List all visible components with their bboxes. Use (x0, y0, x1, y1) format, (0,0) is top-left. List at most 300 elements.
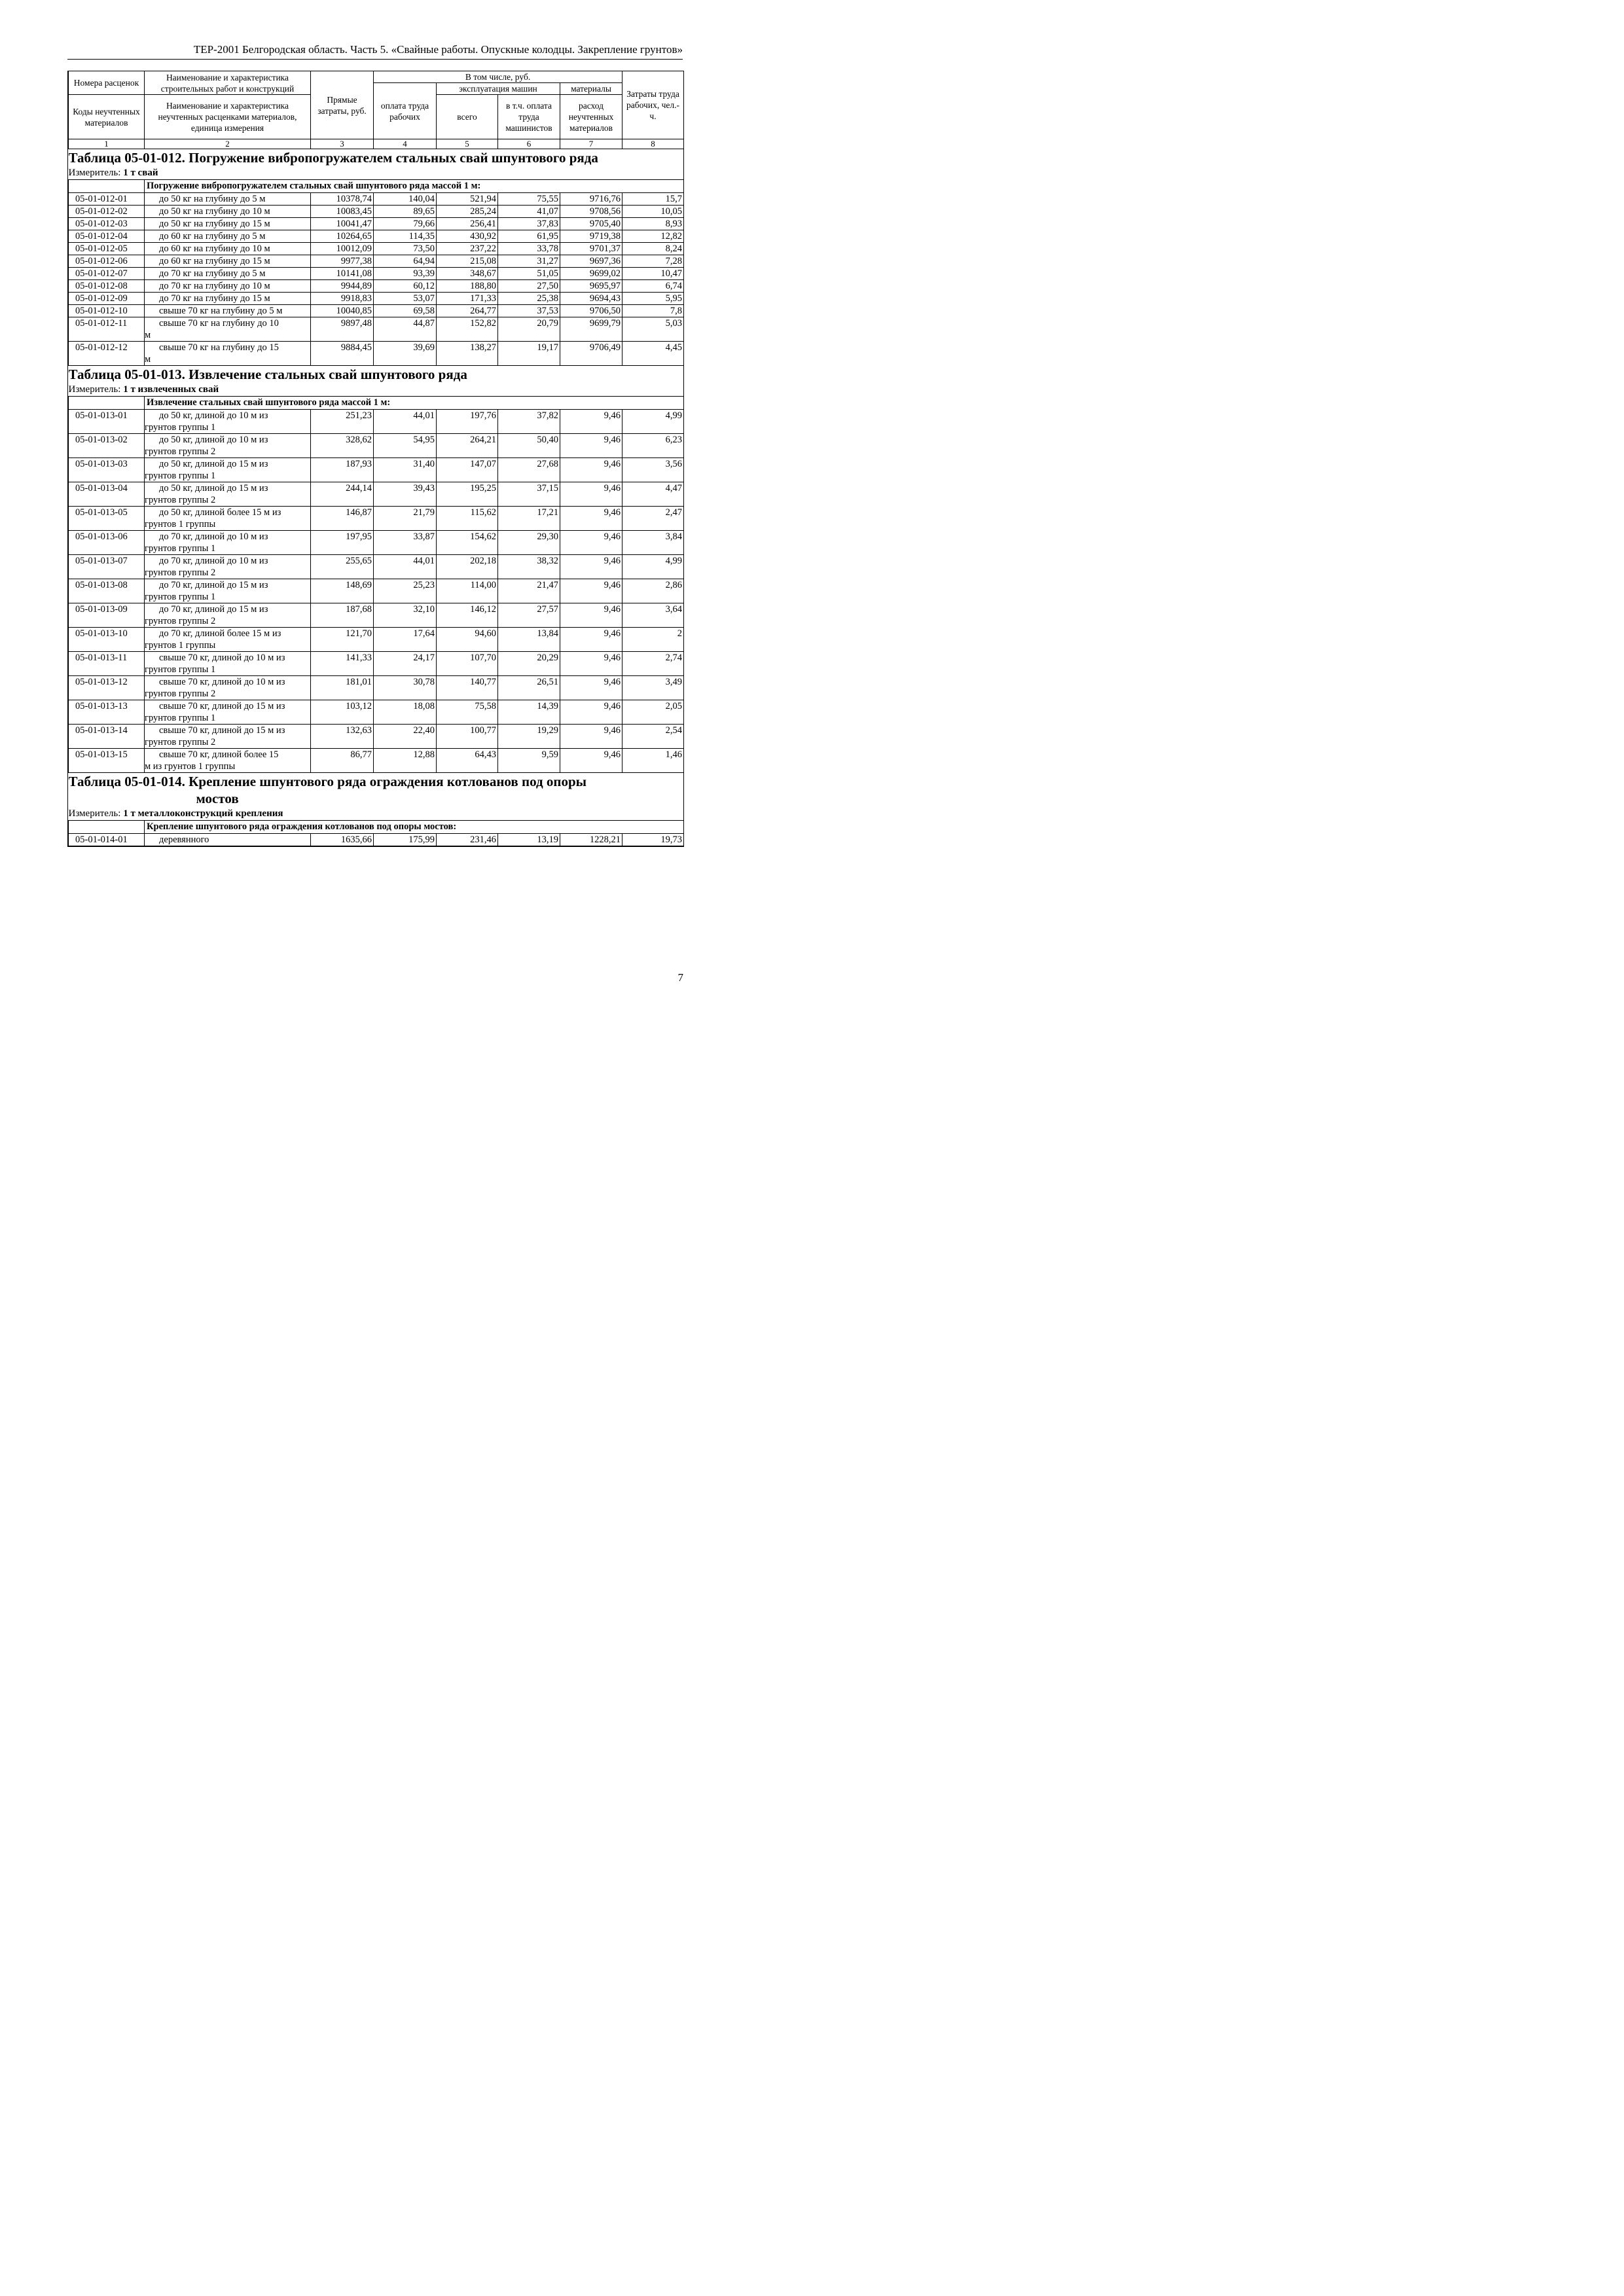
value-mach: 107,70 (437, 652, 498, 676)
work-name (145, 531, 311, 555)
value-mat: 9,46 (560, 700, 623, 725)
col-worker-pay-header: оплата труда рабочих (374, 83, 437, 139)
table-row (69, 193, 684, 206)
table-row (69, 676, 684, 700)
table-row (69, 458, 684, 482)
table-row (69, 243, 684, 255)
rate-code: 05-01-013-04 (69, 482, 145, 507)
value-mach-labor: 31,27 (498, 255, 560, 268)
table-row (69, 749, 684, 773)
value-mat: 9,46 (560, 555, 623, 579)
value-mach: 264,21 (437, 434, 498, 458)
column-numbers-row (69, 139, 684, 149)
rate-code: 05-01-014-01 (69, 834, 145, 846)
work-name-line: до 60 кг на глубину до 15 м (159, 256, 270, 266)
value-hours: 4,99 (623, 555, 684, 579)
section-meter-row (69, 166, 684, 180)
value-mat: 9,46 (560, 749, 623, 773)
value-direct: 9897,48 (311, 317, 374, 342)
value-mat: 9,46 (560, 410, 623, 434)
value-mach: 264,77 (437, 305, 498, 317)
work-name-line: свыше 70 кг, длиной до 15 м из (159, 701, 285, 711)
value-mach-labor: 75,55 (498, 193, 560, 206)
value-mach: 202,18 (437, 555, 498, 579)
value-labor: 93,39 (374, 268, 437, 280)
value-direct: 187,93 (311, 458, 374, 482)
rate-code: 05-01-012-10 (69, 305, 145, 317)
value-mach-labor: 17,21 (498, 507, 560, 531)
value-mach: 231,46 (437, 834, 498, 846)
work-name-line: до 60 кг на глубину до 10 м (159, 243, 270, 254)
col-direct-costs-header: Прямые затраты, руб. (311, 71, 374, 139)
value-direct: 181,01 (311, 676, 374, 700)
meter-label: Измеритель: (68, 384, 124, 395)
rate-code: 05-01-013-15 (69, 749, 145, 773)
col-number: 6 (498, 139, 560, 149)
section-subheading: Крепление шпунтового ряда ограждения котлованов под опоры мостов: (145, 821, 684, 834)
rate-code: 05-01-012-02 (69, 206, 145, 218)
col-operator-pay-header: в т.ч. оплата труда машинистов (498, 95, 560, 139)
work-name (145, 230, 311, 243)
table-row (69, 725, 684, 749)
meter-value: 1 т металлоконструкций крепления (123, 808, 283, 819)
work-name-line-2: грунтов группы 2 (145, 737, 216, 747)
work-name-line-2: грунтов группы 2 (145, 567, 216, 578)
section-title-text: Таблица 05-01-014. Крепление шпунтового ряда ограждения котлованов под опоры (68, 774, 587, 789)
value-mat: 9,46 (560, 652, 623, 676)
value-mach-labor: 50,40 (498, 434, 560, 458)
page-number: 7 (677, 971, 683, 984)
col-number: 5 (437, 139, 498, 149)
rate-code: 05-01-012-04 (69, 230, 145, 243)
value-mach-labor: 61,95 (498, 230, 560, 243)
value-hours: 2 (623, 628, 684, 652)
work-name-line: до 50 кг на глубину до 5 м (159, 194, 266, 204)
value-direct: 244,14 (311, 482, 374, 507)
col-number: 3 (311, 139, 374, 149)
work-name-line: до 50 кг на глубину до 10 м (159, 206, 270, 217)
value-hours: 2,47 (623, 507, 684, 531)
value-direct: 10041,47 (311, 218, 374, 230)
work-name (145, 458, 311, 482)
rate-code: 05-01-013-10 (69, 628, 145, 652)
table-row (69, 218, 684, 230)
work-name (145, 317, 311, 342)
table-row (69, 628, 684, 652)
value-labor: 12,88 (374, 749, 437, 773)
value-hours: 5,03 (623, 317, 684, 342)
work-name (145, 507, 311, 531)
section-title (69, 366, 684, 384)
col-material-codes-header: Коды неучтенных материалов (69, 95, 145, 139)
value-hours: 3,49 (623, 676, 684, 700)
value-mach-labor: 26,51 (498, 676, 560, 700)
value-mat: 9697,36 (560, 255, 623, 268)
value-hours: 2,05 (623, 700, 684, 725)
work-name-line-2: грунтов группы 2 (145, 689, 216, 699)
value-mat: 9699,02 (560, 268, 623, 280)
work-name-line-2: грунтов группы 1 (145, 422, 216, 433)
work-name-line-2: грунтов группы 2 (145, 616, 216, 626)
section-subheading: Извлечение стальных свай шпунтового ряда массой 1 м: (145, 397, 684, 410)
work-name-line: до 60 кг на глубину до 5 м (159, 231, 266, 242)
value-mach: 195,25 (437, 482, 498, 507)
col-number: 2 (145, 139, 311, 149)
table-row (69, 206, 684, 218)
value-hours: 7,28 (623, 255, 684, 268)
work-name (145, 434, 311, 458)
rate-code: 05-01-013-13 (69, 700, 145, 725)
value-direct: 148,69 (311, 579, 374, 603)
work-name-line-2: грунтов 1 группы (145, 640, 216, 651)
rate-code: 05-01-013-11 (69, 652, 145, 676)
col-rate-number-header: Номера расценок (69, 71, 145, 95)
value-direct: 9918,83 (311, 293, 374, 305)
value-mach-labor: 51,05 (498, 268, 560, 280)
table-row (69, 434, 684, 458)
work-name (145, 193, 311, 206)
value-direct: 146,87 (311, 507, 374, 531)
work-name (145, 749, 311, 773)
value-mach: 215,08 (437, 255, 498, 268)
work-name (145, 482, 311, 507)
value-mat: 9,46 (560, 531, 623, 555)
value-mach: 348,67 (437, 268, 498, 280)
work-name-line: до 70 кг, длиной до 10 м из (159, 531, 268, 542)
value-direct: 328,62 (311, 434, 374, 458)
rates-table-wrapper (67, 71, 684, 847)
value-mat: 9699,79 (560, 317, 623, 342)
value-hours: 19,73 (623, 834, 684, 846)
value-mach-labor: 9,59 (498, 749, 560, 773)
work-name-line-2: грунтов группы 2 (145, 446, 216, 457)
value-hours: 10,05 (623, 206, 684, 218)
value-mach-labor: 41,07 (498, 206, 560, 218)
value-labor: 39,69 (374, 342, 437, 366)
col-including-header: В том числе, руб. (374, 71, 623, 83)
value-mach: 138,27 (437, 342, 498, 366)
value-direct: 255,65 (311, 555, 374, 579)
value-labor: 73,50 (374, 243, 437, 255)
value-mach-labor: 25,38 (498, 293, 560, 305)
work-name-line: до 70 кг на глубину до 10 м (159, 281, 270, 291)
rate-code: 05-01-013-08 (69, 579, 145, 603)
value-labor: 44,01 (374, 555, 437, 579)
value-hours: 7,8 (623, 305, 684, 317)
work-name (145, 725, 311, 749)
value-labor: 17,64 (374, 628, 437, 652)
value-direct: 121,70 (311, 628, 374, 652)
work-name (145, 255, 311, 268)
value-mach-labor: 27,57 (498, 603, 560, 628)
table-row (69, 603, 684, 628)
meter-label: Измеритель: (68, 168, 124, 178)
col-work-name-header: Наименование и характеристика строительных работ и конструкций (145, 71, 311, 95)
value-direct: 251,23 (311, 410, 374, 434)
value-mat: 9,46 (560, 482, 623, 507)
work-name-line-2: м (145, 354, 151, 365)
work-name-line: до 50 кг, длиной до 10 м из (159, 435, 268, 445)
table-row (69, 482, 684, 507)
work-name-line-2: грунтов группы 1 (145, 664, 216, 675)
work-name-line: свыше 70 кг на глубину до 15 (159, 342, 279, 353)
rate-code: 05-01-012-09 (69, 293, 145, 305)
rate-code: 05-01-013-06 (69, 531, 145, 555)
rate-code: 05-01-012-11 (69, 317, 145, 342)
work-name (145, 268, 311, 280)
work-name (145, 834, 311, 846)
work-name-line: до 70 кг, длиной более 15 м из (159, 628, 281, 639)
value-direct: 86,77 (311, 749, 374, 773)
value-labor: 25,23 (374, 579, 437, 603)
value-mat: 9,46 (560, 579, 623, 603)
rate-code: 05-01-012-08 (69, 280, 145, 293)
rate-code: 05-01-012-07 (69, 268, 145, 280)
value-mach-labor: 21,47 (498, 579, 560, 603)
work-name (145, 243, 311, 255)
work-name-line: до 70 кг на глубину до 5 м (159, 268, 266, 279)
value-labor: 175,99 (374, 834, 437, 846)
work-name-line-2: м (145, 330, 151, 340)
value-mach: 114,00 (437, 579, 498, 603)
table-row (69, 305, 684, 317)
value-labor: 31,40 (374, 458, 437, 482)
work-name-line: свыше 70 кг, длиной до 15 м из (159, 725, 285, 736)
value-mach: 94,60 (437, 628, 498, 652)
value-labor: 64,94 (374, 255, 437, 268)
section-meter (69, 807, 684, 821)
value-hours: 3,84 (623, 531, 684, 555)
value-mat: 9706,49 (560, 342, 623, 366)
meter-value: 1 т извлеченных свай (123, 384, 219, 395)
work-name-line: до 70 кг, длиной до 15 м из (159, 580, 268, 590)
value-hours: 12,82 (623, 230, 684, 243)
work-name-line-2: грунтов группы 1 (145, 592, 216, 602)
col-number: 7 (560, 139, 623, 149)
work-name-line: свыше 70 кг, длиной до 10 м из (159, 653, 285, 663)
table-row (69, 280, 684, 293)
value-mach-labor: 37,82 (498, 410, 560, 434)
value-direct: 10141,08 (311, 268, 374, 280)
col-materials-use-header: расход неучтенных материалов (560, 95, 623, 139)
work-name-line: до 70 кг, длиной до 15 м из (159, 604, 268, 615)
work-name (145, 206, 311, 218)
section-title-continuation: мостов (196, 791, 239, 806)
work-name-line-2: грунтов 1 группы (145, 519, 216, 529)
table-row (69, 579, 684, 603)
work-name (145, 700, 311, 725)
meter-value: 1 т свай (123, 168, 158, 178)
work-name-line-2: грунтов группы 1 (145, 543, 216, 554)
section-meter (69, 383, 684, 397)
work-name-line: свыше 70 кг, длиной более 15 (159, 749, 279, 760)
value-mach: 75,58 (437, 700, 498, 725)
value-mach: 430,92 (437, 230, 498, 243)
work-name (145, 342, 311, 366)
value-mach-labor: 37,53 (498, 305, 560, 317)
value-mach-labor: 20,29 (498, 652, 560, 676)
rate-code: 05-01-013-14 (69, 725, 145, 749)
value-mat: 9695,97 (560, 280, 623, 293)
value-mat: 1228,21 (560, 834, 623, 846)
value-labor: 69,58 (374, 305, 437, 317)
value-mat: 9694,43 (560, 293, 623, 305)
work-name (145, 280, 311, 293)
section-subheading-row (69, 180, 684, 193)
rate-code: 05-01-013-01 (69, 410, 145, 434)
value-mach-labor: 33,78 (498, 243, 560, 255)
work-name-line: до 70 кг, длиной до 10 м из (159, 556, 268, 566)
section-title-row (69, 773, 684, 808)
table-row (69, 531, 684, 555)
value-direct: 103,12 (311, 700, 374, 725)
value-direct: 9884,45 (311, 342, 374, 366)
value-mach-labor: 27,50 (498, 280, 560, 293)
table-row (69, 507, 684, 531)
table-row (69, 293, 684, 305)
work-name-line: до 50 кг, длиной до 15 м из (159, 459, 268, 469)
value-mat: 9,46 (560, 603, 623, 628)
rate-code: 05-01-012-03 (69, 218, 145, 230)
rate-code: 05-01-012-01 (69, 193, 145, 206)
rate-code: 05-01-013-03 (69, 458, 145, 482)
work-name (145, 628, 311, 652)
value-mach: 188,80 (437, 280, 498, 293)
value-mach-labor: 14,39 (498, 700, 560, 725)
section-title-row (69, 366, 684, 384)
work-name-line-2: грунтов группы 2 (145, 495, 216, 505)
value-hours: 2,74 (623, 652, 684, 676)
value-mat: 9719,38 (560, 230, 623, 243)
value-mat: 9,46 (560, 628, 623, 652)
value-hours: 10,47 (623, 268, 684, 280)
value-mach: 197,76 (437, 410, 498, 434)
section-meter (69, 166, 684, 180)
value-mach: 237,22 (437, 243, 498, 255)
subheading-spacer (69, 397, 145, 410)
value-labor: 22,40 (374, 725, 437, 749)
value-direct: 10264,65 (311, 230, 374, 243)
value-mach: 521,94 (437, 193, 498, 206)
value-hours: 4,45 (623, 342, 684, 366)
rate-code: 05-01-012-06 (69, 255, 145, 268)
work-name-line: до 50 кг, длиной более 15 м из (159, 507, 281, 518)
value-hours: 6,74 (623, 280, 684, 293)
work-name-line: свыше 70 кг на глубину до 10 (159, 318, 279, 329)
work-name-line-2: м из грунтов 1 группы (145, 761, 236, 772)
value-mach-labor: 20,79 (498, 317, 560, 342)
value-mat: 9705,40 (560, 218, 623, 230)
value-labor: 53,07 (374, 293, 437, 305)
rate-code: 05-01-013-09 (69, 603, 145, 628)
value-mach-labor: 27,68 (498, 458, 560, 482)
work-name (145, 555, 311, 579)
rate-code: 05-01-013-02 (69, 434, 145, 458)
value-direct: 9944,89 (311, 280, 374, 293)
value-mach: 100,77 (437, 725, 498, 749)
value-mach-labor: 19,29 (498, 725, 560, 749)
table-row (69, 555, 684, 579)
table-row (69, 255, 684, 268)
col-machines-total-header: всего (437, 95, 498, 139)
section-title-text: Таблица 05-01-013. Извлечение стальных свай шпунтового ряда (68, 367, 467, 382)
value-labor: 21,79 (374, 507, 437, 531)
value-mach-labor: 13,84 (498, 628, 560, 652)
section-title-row (69, 149, 684, 167)
value-labor: 79,66 (374, 218, 437, 230)
table-row (69, 268, 684, 280)
table-row (69, 700, 684, 725)
work-name-line: до 50 кг, длиной до 10 м из (159, 410, 268, 421)
col-machines-header: эксплуатация машин (437, 83, 560, 95)
col-material-names-header: Наименование и характеристика неучтенных расценками материалов, единица измерения (145, 95, 311, 139)
table-row (69, 410, 684, 434)
col-number: 1 (69, 139, 145, 149)
value-labor: 44,87 (374, 317, 437, 342)
value-direct: 1635,66 (311, 834, 374, 846)
value-mat: 9,46 (560, 507, 623, 531)
value-mach: 147,07 (437, 458, 498, 482)
section-title (69, 149, 684, 167)
work-name-line: свыше 70 кг, длиной до 10 м из (159, 677, 285, 687)
value-hours: 2,54 (623, 725, 684, 749)
value-hours: 1,46 (623, 749, 684, 773)
work-name-line: до 70 кг на глубину до 15 м (159, 293, 270, 304)
col-labor-hours-header: Затраты труда рабочих, чел.-ч. (623, 71, 684, 139)
work-name-line: до 50 кг на глубину до 15 м (159, 219, 270, 229)
work-name-line-2: грунтов группы 1 (145, 471, 216, 481)
running-header: ТЕР-2001 Белгородская область. Часть 5. «Свайные работы. Опускные колодцы. Закрепление грунтов» (67, 41, 683, 60)
value-mat: 9,46 (560, 458, 623, 482)
value-mat: 9716,76 (560, 193, 623, 206)
work-name (145, 579, 311, 603)
value-mat: 9706,50 (560, 305, 623, 317)
section-subheading: Погружение вибропогружателем стальных свай шпунтового ряда массой 1 м: (145, 180, 684, 193)
value-hours: 6,23 (623, 434, 684, 458)
table-row (69, 834, 684, 846)
value-mach-labor: 19,17 (498, 342, 560, 366)
work-name-line: свыше 70 кг на глубину до 5 м (159, 306, 283, 316)
value-hours: 3,56 (623, 458, 684, 482)
value-mat: 9,46 (560, 434, 623, 458)
work-name (145, 410, 311, 434)
table-row (69, 652, 684, 676)
value-labor: 32,10 (374, 603, 437, 628)
value-mach: 115,62 (437, 507, 498, 531)
table-row (69, 342, 684, 366)
work-name-line: деревянного (159, 834, 209, 845)
value-direct: 10378,74 (311, 193, 374, 206)
value-mach: 152,82 (437, 317, 498, 342)
value-mach-labor: 29,30 (498, 531, 560, 555)
value-mach: 256,41 (437, 218, 498, 230)
value-labor: 18,08 (374, 700, 437, 725)
work-name (145, 676, 311, 700)
value-labor: 54,95 (374, 434, 437, 458)
value-direct: 9977,38 (311, 255, 374, 268)
rate-code: 05-01-012-12 (69, 342, 145, 366)
value-mat: 9701,37 (560, 243, 623, 255)
value-direct: 10083,45 (311, 206, 374, 218)
value-hours: 4,47 (623, 482, 684, 507)
section-subheading-row (69, 397, 684, 410)
value-mach-labor: 37,83 (498, 218, 560, 230)
value-direct: 141,33 (311, 652, 374, 676)
value-mach-labor: 38,32 (498, 555, 560, 579)
value-direct: 10012,09 (311, 243, 374, 255)
section-meter-row (69, 807, 684, 821)
value-labor: 140,04 (374, 193, 437, 206)
